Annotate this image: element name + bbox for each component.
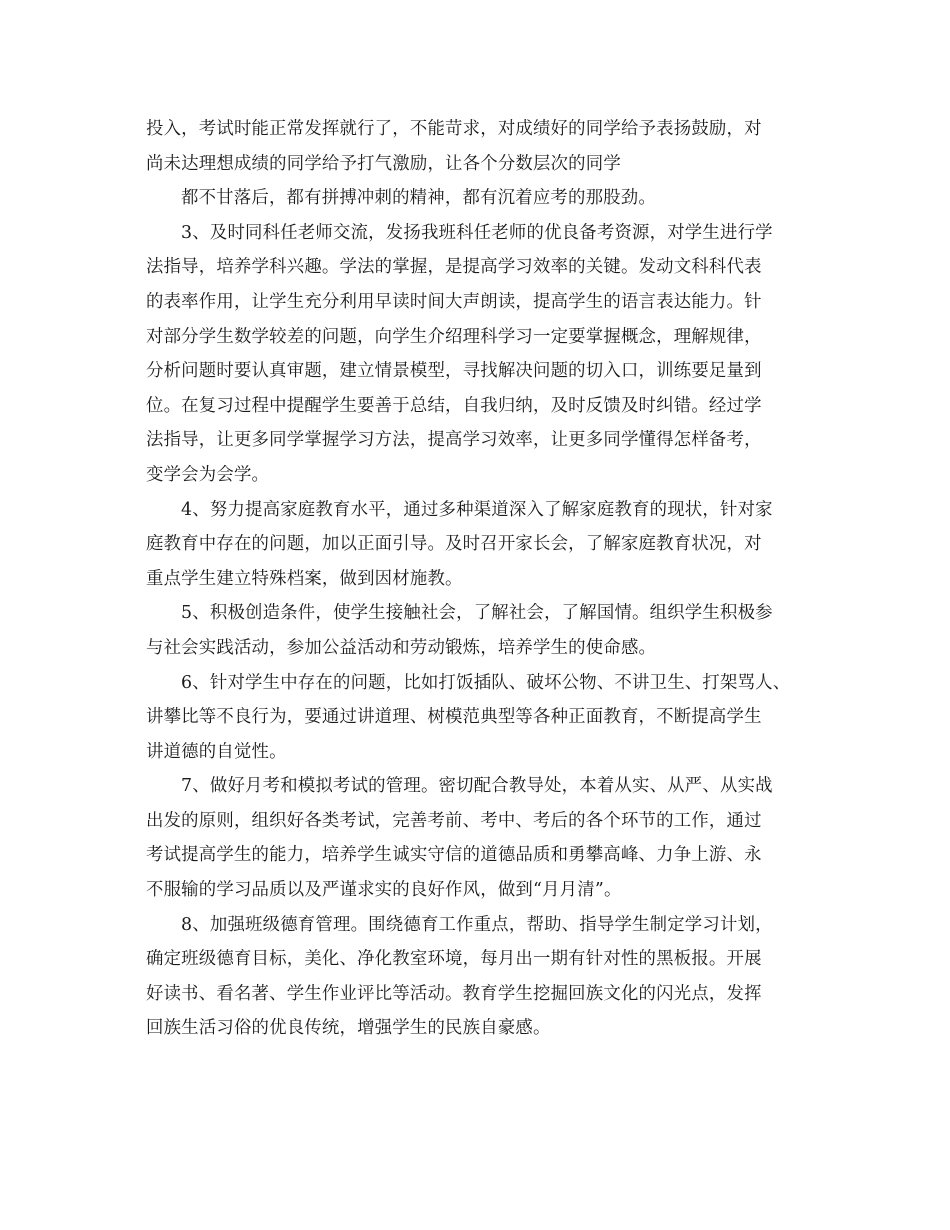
- text-line: 好读书、看名著、学生作业评比等活动。教育学生挖掘回族文化的闪光点，发挥: [146, 983, 762, 1004]
- text-line: 法指导，培养学科兴趣。学法的掌握，是提高学习效率的关键。发动文科科代表: [146, 257, 762, 278]
- text-line: 7、做好月考和模拟考试的管理。密切配合教导处，本着从实、从严、从实战: [181, 776, 773, 797]
- document-body: [146, 112, 836, 1046]
- text-line: 回族生活习俗的优良传统，增强学生的民族自豪感。: [146, 1018, 551, 1039]
- text-line: 出发的原则，组织好各类考试，完善考前、考中、考后的各个环节的工作，通过: [146, 810, 762, 831]
- text-line: 位。在复习过程中提醒学生要善于总结，自我归纳，及时反馈及时纠错。经过学: [146, 395, 762, 416]
- text-line: 投入，考试时能正常发挥就行了，不能苛求，对成绩好的同学给予表扬鼓励，对: [146, 119, 762, 139]
- text-line: 5、积极创造条件，使学生接触社会，了解社会，了解国情。组织学生积极参: [181, 603, 773, 624]
- text-line: 不服输的学习品质以及严谨求实的良好作风，做到“月月清”。: [146, 880, 622, 901]
- text-line: 法指导，让更多同学掌握学习方法，提高学习效率，让更多同学懂得怎样备考，: [146, 430, 762, 451]
- text-line: 重点学生建立特殊档案，做到因材施教。: [146, 568, 463, 589]
- text-line: 尚未达理想成绩的同学给予打气激励，让各个分数层次的同学: [146, 153, 621, 174]
- text-line: 都不甘落后，都有拼搏冲刺的精神，都有沉着应考的那股劲。: [181, 188, 656, 209]
- text-line: 4、努力提高家庭教育水平，通过多种渠道深入了解家庭教育的现状，针对家: [181, 499, 773, 520]
- text-line: 考试提高学生的能力，培养学生诚实守信的道德品质和勇攀高峰、力争上游、永: [146, 845, 762, 866]
- text-line: 的表率作用，让学生充分利用早读时间大声朗读，提高学生的语言表达能力。针: [146, 291, 762, 312]
- text-line: 8、加强班级德育管理。围绕德育工作重点，帮助、指导学生制定学习计划，: [181, 914, 773, 935]
- text-line: 与社会实践活动，参加公益活动和劳动锻炼，培养学生的使命感。: [146, 637, 657, 658]
- text-line: 讲攀比等不良行为，要通过讲道理、树模范典型等各种正面教育，不断提高学生: [146, 707, 762, 728]
- text-line: 确定班级德育目标，美化、净化教室环境，每月出一期有针对性的黑板报。开展: [146, 949, 762, 970]
- text-line: 庭教育中存在的问题，加以正面引导。及时召开家长会，了解家庭教育状况，对: [146, 534, 762, 555]
- text-line: 分析问题时要认真审题，建立情景模型，寻找解决问题的切入口，训练要足量到: [146, 361, 762, 382]
- text-line: 变学会为会学。: [146, 464, 270, 485]
- text-line: 讲道德的自觉性。: [146, 741, 287, 762]
- text-line: 3、及时同科任老师交流，发扬我班科任老师的优良备考资源，对学生进行学: [181, 222, 773, 243]
- text-line: 6、针对学生中存在的问题，比如打饭插队、破坏公物、不讲卫生、打架骂人、: [181, 672, 791, 693]
- text-line: 对部分学生数学较差的问题，向学生介绍理科学习一定要掌握概念，理解规律，: [146, 326, 762, 347]
